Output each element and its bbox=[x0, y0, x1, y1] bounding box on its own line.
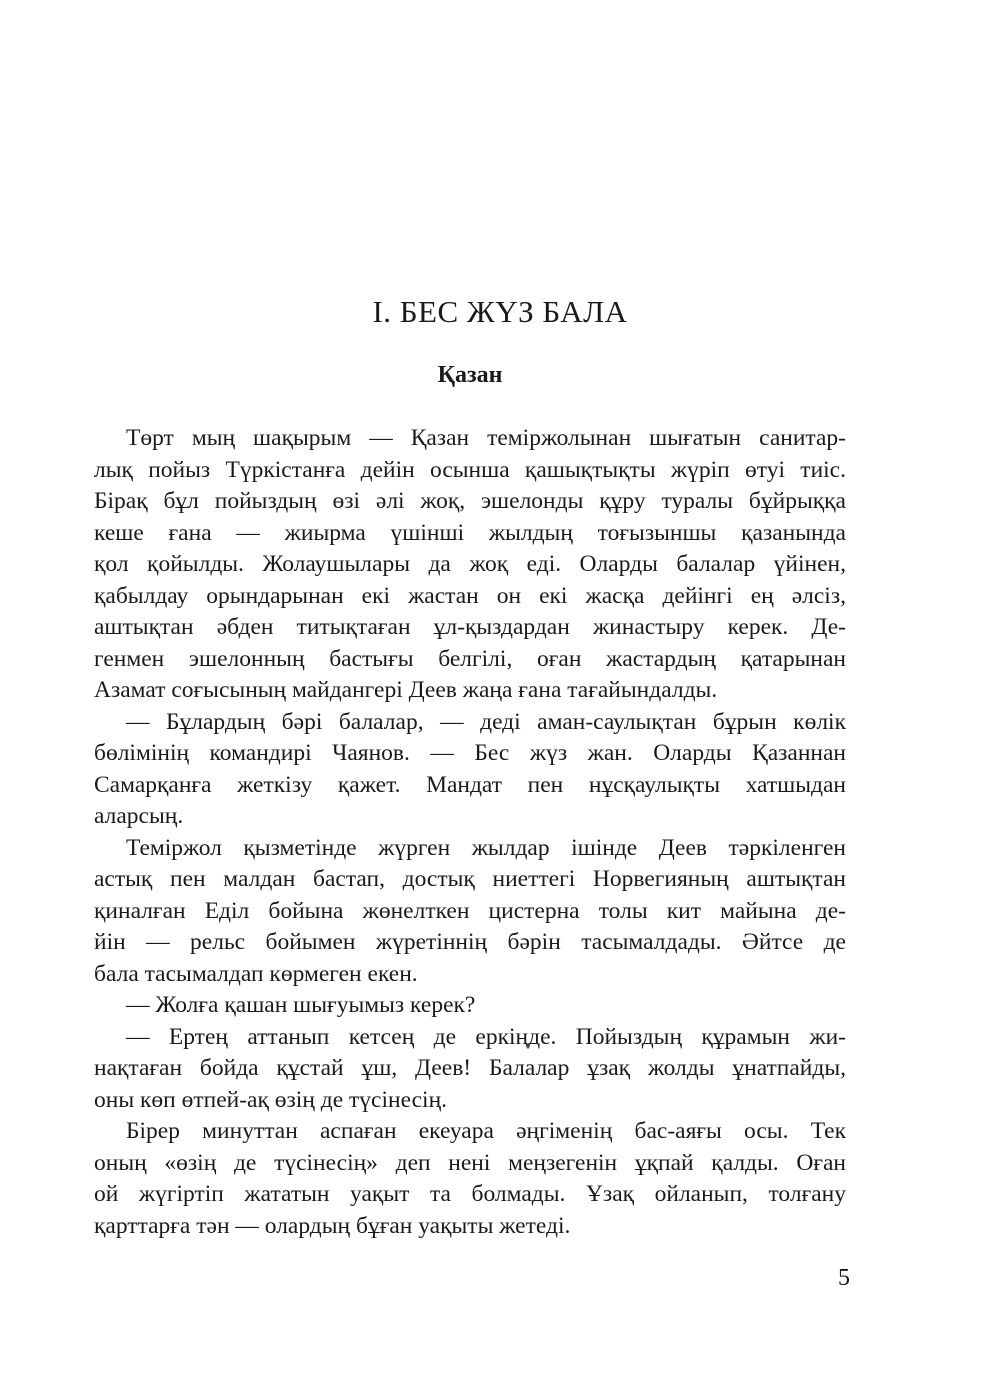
text-line: йін — рельс бойымен жүретіннің бәрін тасымалдады. Әйтсе де bbox=[94, 929, 846, 955]
text-line: Бірер минуттан аспаған екеуара әңгіменің бас-аяғы осы. Тек bbox=[126, 1118, 846, 1144]
text-line: Төрт мың шақырым — Қазан теміржолынан шығатын санитар- bbox=[126, 425, 846, 451]
section-title: Қазан bbox=[437, 362, 503, 388]
text-line: бөлімінің командирі Чаянов. — Бес жүз жан. Оларды Қазаннан bbox=[94, 740, 846, 766]
text-line: астық пен малдан бастап, достық ниеттегі Норвегияның аштықтан bbox=[94, 866, 846, 892]
text-line: генмен эшелонның бастығы белгілі, оған жастардың қатарынан bbox=[94, 645, 846, 672]
text-line: нақтаған бойда құстай ұш, Деев! Балалар ұзақ жолды ұнатпайды, bbox=[94, 1055, 846, 1081]
text-line: — Бұлардың бәрі балалар, — деді аман-саулықтан бұрын көлік bbox=[126, 708, 846, 735]
text-line: қол қойылды. Жолаушылары да жоқ еді. Оларды балалар үйінен, bbox=[94, 551, 846, 577]
text-line: Теміржол қызметінде жүрген жылдар ішінде Деев тәркіленген bbox=[126, 834, 846, 861]
text-line: ой жүгіртіп жататын уақыт та болмады. Ұзақ ойланып, толғану bbox=[94, 1181, 846, 1207]
text-line: Самарқанға жеткізу қажет. Мандат пен нұсқаулықты хатшыдан bbox=[94, 771, 846, 798]
text-line: Бірақ бұл пойыздың өзі әлі жоқ, эшелонды құру туралы бұйрыққа bbox=[94, 488, 846, 514]
page-number: 5 bbox=[838, 1265, 850, 1291]
text-line: лық пойыз Түркістанға дейін осынша қашықтықты жүріп өтуі тиіс. bbox=[94, 456, 846, 483]
text-line: бала тасымалдап көрмеген екен. bbox=[94, 960, 418, 987]
text-line: қабылдау орындарынан екі жастан он екі жасқа дейінгі ең әлсіз, bbox=[94, 582, 846, 609]
text-line: Азамат соғысының майдангері Деев жаңа ғана тағайындалды. bbox=[94, 677, 718, 703]
text-line: оның «өзің де түсінесің» деп нені меңзегенін ұқпай қалды. Оған bbox=[94, 1149, 846, 1176]
text-line: кеше ғана — жиырма үшінші жылдың тоғызыншы қазанында bbox=[94, 519, 846, 546]
text-line: — Жолға қашан шығуымыз керек? bbox=[126, 992, 476, 1018]
text-line: оны көп өтпей-ақ өзің де түсінесің. bbox=[94, 1086, 448, 1113]
text-line: — Ертең аттанып кетсең де еркіңде. Пойыздың құрамын жи- bbox=[126, 1023, 846, 1050]
text-line: қиналған Еділ бойына жөнелткен цистерна толы кит майына де- bbox=[94, 897, 846, 924]
body-text bbox=[94, 423, 846, 1242]
text-line: аштықтан әбден титықтаған ұл-қыздардан жинастыру керек. Де- bbox=[94, 614, 846, 640]
text-line: қарттарға тән — олардың бұған уақыты жетеді. bbox=[94, 1212, 571, 1239]
chapter-title: I. БЕС ЖҮЗ БАЛА bbox=[372, 294, 628, 329]
text-line: аларсың. bbox=[94, 803, 184, 829]
